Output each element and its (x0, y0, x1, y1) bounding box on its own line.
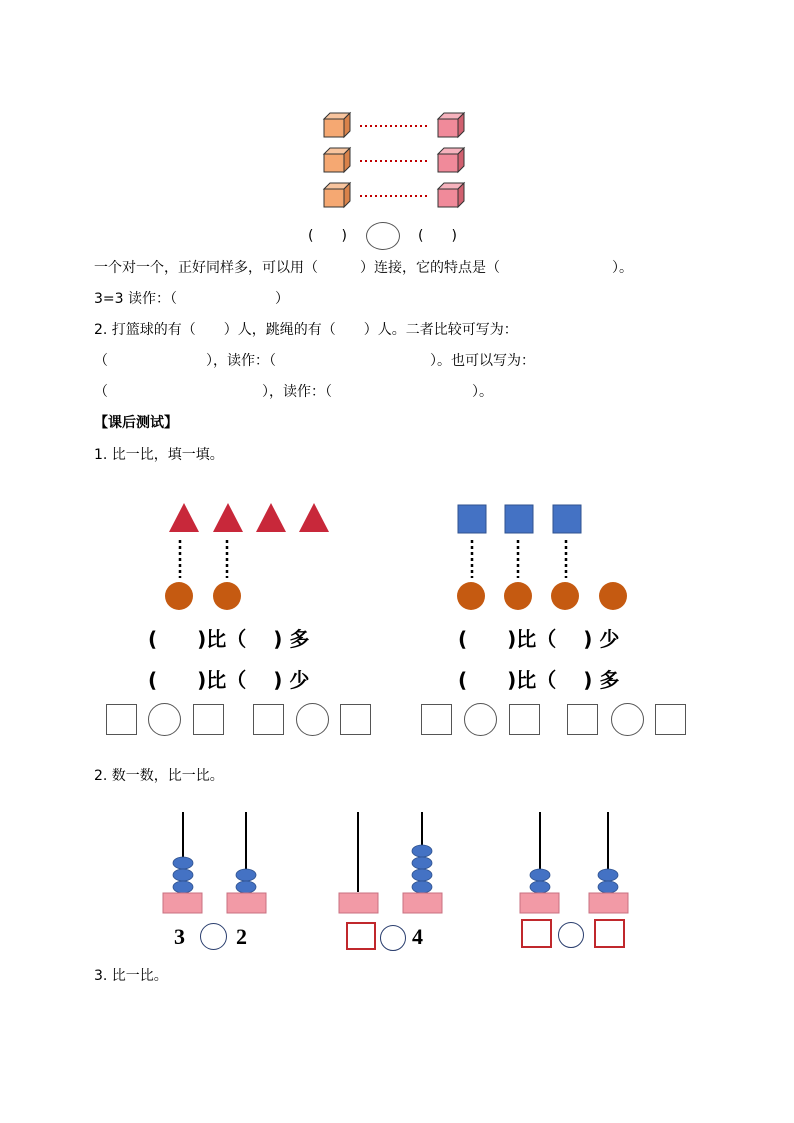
answer-box[interactable] (106, 704, 137, 735)
circle-3 (551, 582, 579, 610)
abacus-1 (163, 812, 266, 913)
answer-box[interactable] (193, 704, 224, 735)
cube-row-3 (324, 183, 464, 207)
cube-row-2 (324, 148, 464, 172)
triangle-1 (169, 503, 199, 532)
blank-left[interactable]: ( ) (308, 228, 347, 244)
section-title: 【课后测试】 (94, 415, 178, 431)
answer-box[interactable] (594, 919, 625, 948)
circle-2 (213, 582, 241, 610)
intro-line-2: 3=3 读作：（ ） (94, 291, 289, 307)
square-2 (505, 505, 533, 533)
answer-box[interactable] (655, 704, 686, 735)
q1-left-figure (160, 500, 460, 620)
answer-box[interactable] (340, 704, 371, 735)
answer-box[interactable] (346, 922, 376, 950)
cube-matching-figure (0, 0, 794, 220)
answer-box[interactable] (521, 919, 552, 948)
intro-line-3: 2. 打篮球的有（ ）人，跳绳的有（ ）人。二者比较可写为： (94, 322, 518, 338)
q2-label: 2. 数一数，比一比。 (94, 768, 224, 784)
q2-abacus-figures (0, 808, 794, 918)
compare-circle[interactable] (558, 922, 584, 948)
abacus-2 (339, 812, 442, 913)
intro-line-5: （ ），读作：（ ）。 (94, 384, 493, 400)
compare-circle[interactable] (611, 703, 644, 736)
blank-right[interactable]: ( ) (418, 228, 457, 244)
circle-1 (165, 582, 193, 610)
compare-circle[interactable] (296, 703, 329, 736)
square-3 (553, 505, 581, 533)
q1-left-row2[interactable]: ( )比（ ) 少 (148, 668, 310, 692)
q1-label: 1. 比一比，填一填。 (94, 447, 224, 463)
circle-2 (504, 582, 532, 610)
circle-1 (457, 582, 485, 610)
triangle-4 (299, 503, 329, 532)
q1-left-row1[interactable]: ( )比（ ) 多 (148, 627, 310, 651)
compare-circle[interactable] (380, 925, 406, 951)
q1-right-figure (440, 500, 740, 620)
compare-circle[interactable] (148, 703, 181, 736)
compare-circle-top[interactable] (366, 222, 400, 250)
answer-box[interactable] (253, 704, 284, 735)
compare-circle[interactable] (464, 703, 497, 736)
abacus-1-left-number: 3 (174, 924, 185, 949)
answer-box[interactable] (567, 704, 598, 735)
cube-row-1 (324, 113, 464, 137)
circle-4 (599, 582, 627, 610)
abacus-2-right-number: 4 (412, 924, 423, 949)
q3-label: 3. 比一比。 (94, 968, 168, 984)
intro-line-4: （ ），读作：（ ）。也可以写为： (94, 353, 535, 369)
q1-right-row2[interactable]: ( )比（ ) 多 (458, 668, 620, 692)
q1-right-row1[interactable]: ( )比（ ) 少 (458, 627, 620, 651)
abacus-1-right-number: 2 (236, 924, 247, 949)
answer-box[interactable] (509, 704, 540, 735)
abacus-3 (520, 812, 628, 913)
triangle-3 (256, 503, 286, 532)
square-1 (458, 505, 486, 533)
triangle-2 (213, 503, 243, 532)
answer-box[interactable] (421, 704, 452, 735)
compare-circle[interactable] (200, 923, 227, 950)
intro-line-1: 一个对一个，正好同样多，可以用（ ）连接，它的特点是（ ）。 (94, 260, 633, 276)
